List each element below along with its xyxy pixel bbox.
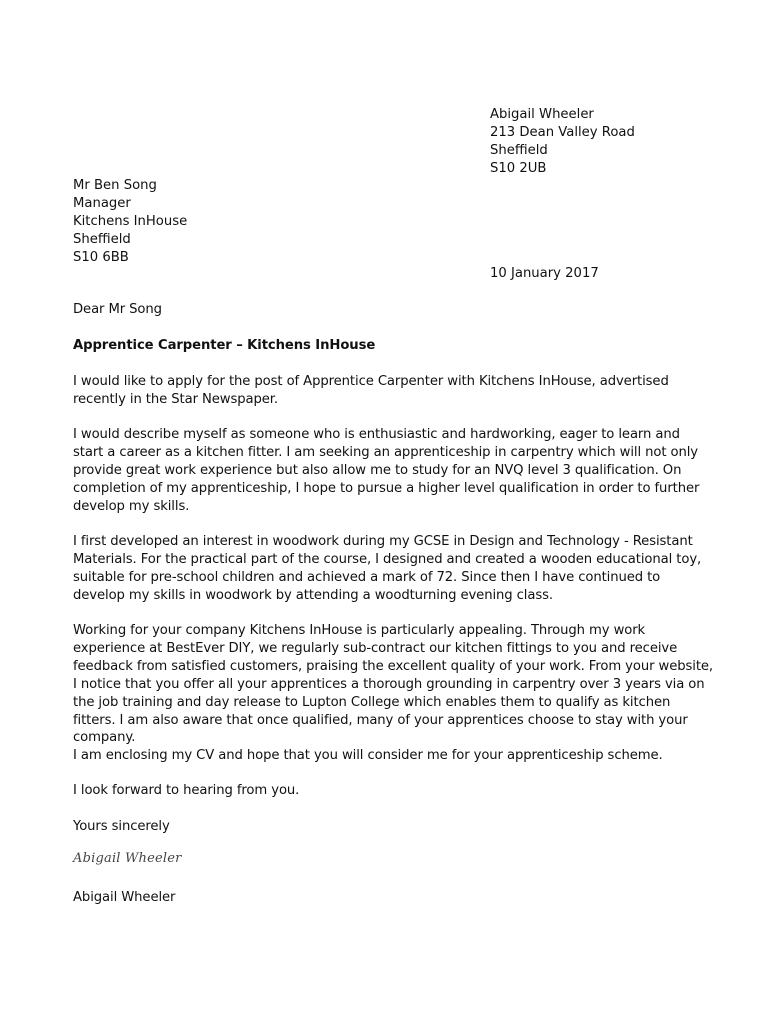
- sender-city: Sheffield: [490, 142, 548, 158]
- paragraph-text: I would like to apply for the post of Apprentice Carpenter with Kitchens InHouse, advertised recently in the Star Newspaper.: [73, 374, 669, 407]
- recipient-city: Sheffield: [73, 231, 131, 247]
- subject-text: Apprentice Carpenter – Kitchens InHouse: [73, 338, 376, 353]
- sender-street: 213 Dean Valley Road: [490, 124, 635, 140]
- recipient-name: Mr Ben Song: [73, 178, 157, 193]
- body-paragraph-3: [73, 533, 713, 605]
- body-paragraph-2: [73, 426, 713, 516]
- closing: [73, 818, 713, 836]
- recipient-title: Manager: [73, 195, 131, 211]
- signed-name: [73, 889, 713, 907]
- subject-line: [73, 337, 713, 355]
- paragraph-text: I first developed an interest in woodwork during my GCSE in Design and Technology - Resistant Materials. For the practical part of the course, I designed and created a wooden educational toy, suitable for pre-school children and achieved a mark of 72. Since then I have continued to develop my skills in woodwork by attending a woodturning evening class.: [73, 534, 702, 603]
- recipient-postcode: S10 6BB: [73, 249, 129, 265]
- signed-name-text: Abigail Wheeler: [73, 890, 176, 905]
- closing-text: Yours sincerely: [73, 819, 170, 834]
- body-paragraph-4: [73, 622, 713, 747]
- body-paragraph-6: [73, 782, 713, 800]
- body-paragraph-1: [73, 373, 713, 409]
- sender-name: Abigail Wheeler: [490, 107, 594, 122]
- paragraph-text: Working for your company Kitchens InHouse is particularly appealing. Through my work experience at BestEver DIY, we regularly sub-contract our kitchen fittings to you and receive feedback from satisfied customers, praising the excellent quality of your work. From your website, I notice that you offer all your apprentices a thorough grounding in carpentry over 3 years via on the job training and day release to Lupton College which enables them to qualify as kitchen fitters. I am also aware that once qualified, many of your apprentices choose to stay with your company.: [73, 623, 713, 746]
- salutation: [73, 301, 713, 319]
- sender-postcode: S10 2UB: [490, 160, 547, 176]
- paragraph-text: I look forward to hearing from you.: [73, 783, 300, 798]
- paragraph-text: I am enclosing my CV and hope that you will consider me for your apprenticeship scheme.: [73, 748, 663, 763]
- paragraph-text: I would describe myself as someone who is enthusiastic and hardworking, eager to learn and start a career as a kitchen fitter. I am seeking an apprenticeship in carpentry which will not only provide great work experience but also allow me to study for an NVQ level 3 qualification. On completion of my apprenticeship, I hope to pursue a higher level qualification in order to further develop my skills.: [73, 427, 700, 514]
- recipient-company: Kitchens InHouse: [73, 213, 188, 229]
- body-paragraph-5: [73, 747, 713, 765]
- salutation-text: Dear Mr Song: [73, 302, 162, 317]
- handwritten-signature: Abigail Wheeler: [73, 851, 182, 866]
- sender-address: [490, 106, 635, 178]
- letter-date: 10 January 2017: [490, 266, 599, 281]
- recipient-address: [73, 177, 187, 267]
